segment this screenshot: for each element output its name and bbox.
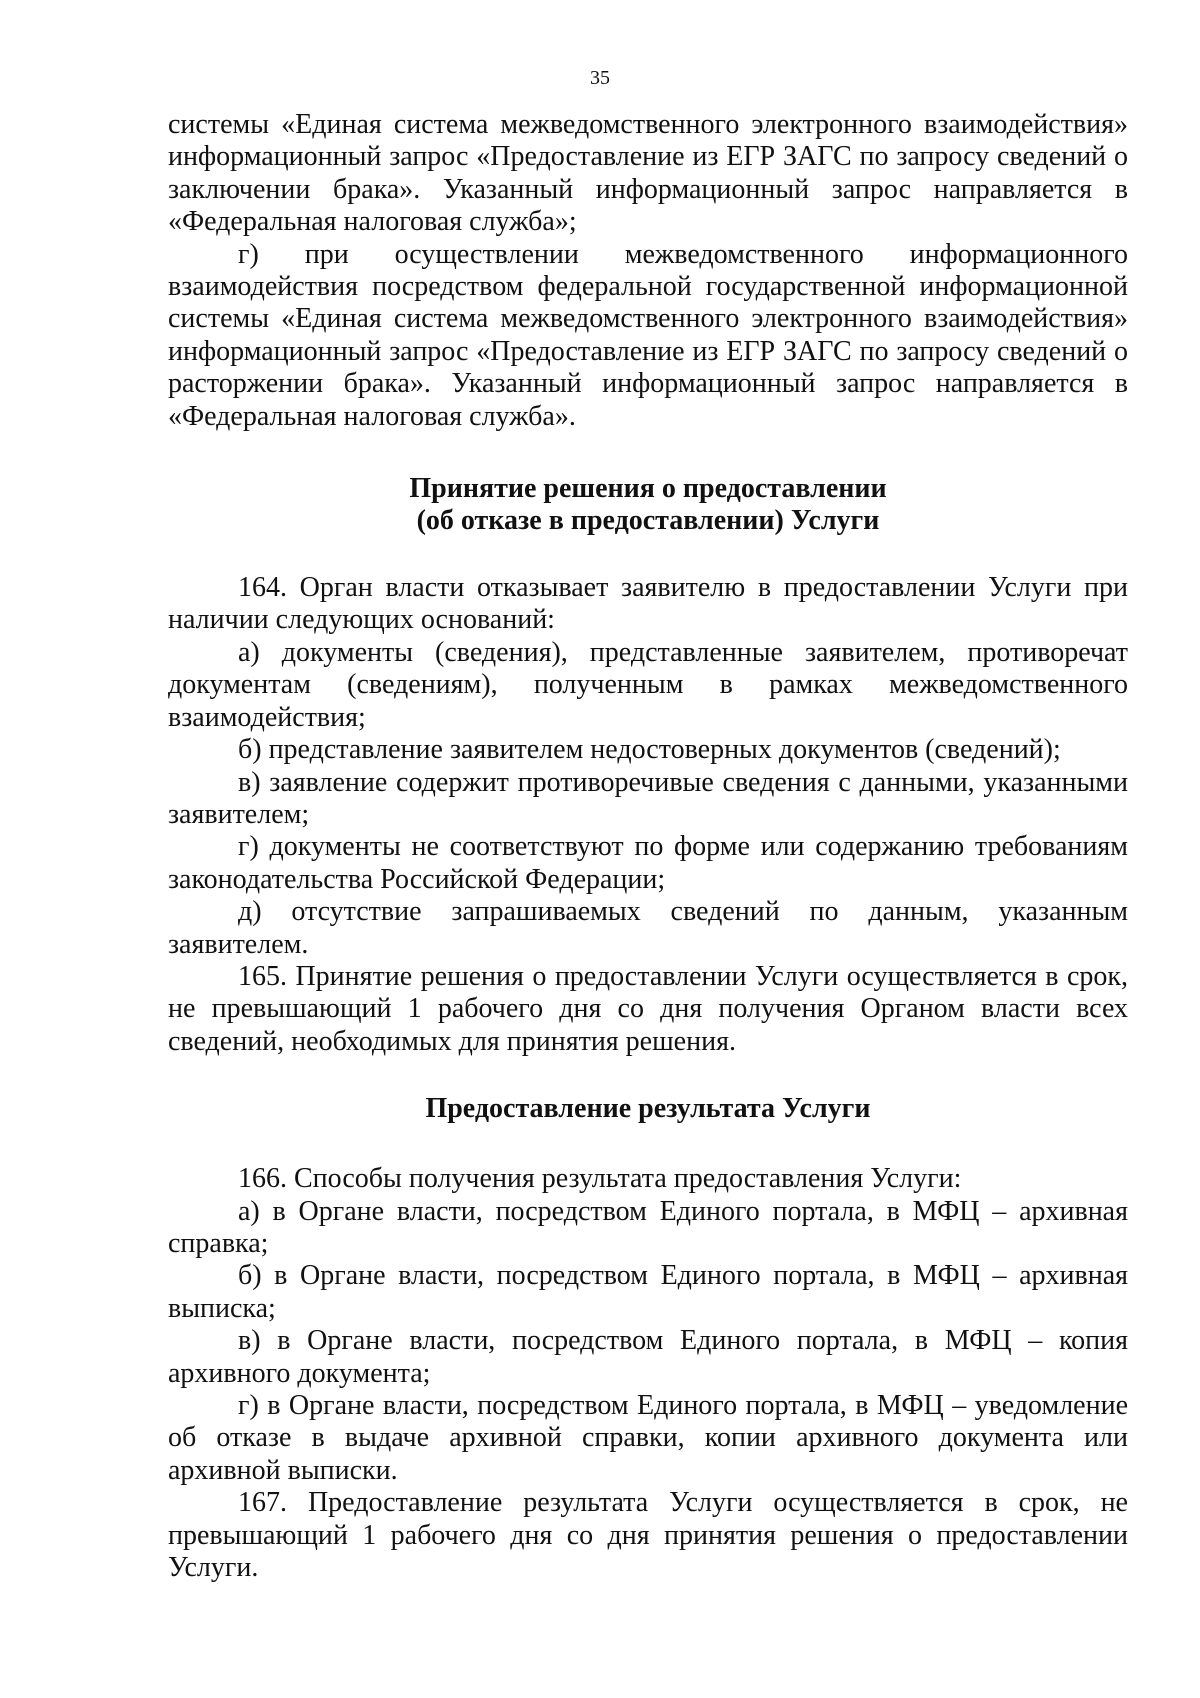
section-heading-result: Предоставление результата Услуги	[425, 1093, 871, 1125]
paragraph-164-a: а) документы (сведения), представленные заявителем, противоречат документам (сведениям), полученным в рамках межведомственного взаимодействия;	[168, 636, 1128, 733]
paragraph-167: 167. Предоставление результата Услуги осуществляется в срок, не превышающий 1 рабочего дня со дня принятия решения о предоставлении Услуги.	[168, 1487, 1128, 1584]
paragraph-164-d: д) отсутствие запрашиваемых сведений по данным, указанным заявителем.	[168, 896, 1128, 960]
document-body	[168, 109, 1128, 1584]
paragraph-intro-g: г) при осуществлении межведомственного информационного взаимодействия посредством федеральной государственной информационной системы «Единая система межведомственного электронного взаимодействия» информационный запрос «Предоставление из ЕГР ЗАГС по запросу сведений о расторжении брака». Указанный информационный запрос направляется в «Федеральная налоговая служба».	[168, 238, 1128, 432]
paragraph-165: 165. Принятие решения о предоставлении Услуги осуществляется в срок, не превышающий 1 рабочего дня со дня получения Органом власти всех сведений, необходимых для принятия решения.	[168, 960, 1128, 1057]
paragraph-164-g: г) документы не соответствуют по форме или содержанию требованиям законодательства Российской Федерации;	[168, 831, 1128, 895]
paragraph-166-v: в) в Органе власти, посредством Единого портала, в МФЦ – копия архивного документа;	[168, 1325, 1128, 1389]
paragraph-164-b: б) представление заявителем недостоверных документов (сведений);	[238, 734, 1061, 766]
paragraph-166: 166. Способы получения результата предоставления Услуги:	[238, 1163, 962, 1195]
paragraph-intro-1: системы «Единая система межведомственного электронного взаимодействия» информационный запрос «Предоставление из ЕГР ЗАГС по запросу сведений о заключении брака». Указанный информационный запрос направляется в «Федеральная налоговая служба»;	[168, 109, 1128, 238]
paragraph-166-b: б) в Органе власти, посредством Единого портала, в МФЦ – архивная выписка;	[168, 1260, 1128, 1324]
paragraph-164-v: в) заявление содержит противоречивые сведения с данными, указанными заявителем;	[168, 766, 1128, 830]
section-heading-decision	[168, 473, 1128, 537]
paragraph-166-g: г) в Органе власти, посредством Единого портала, в МФЦ – уведомление об отказе в выдаче архивной справки, копии архивного документа или архивной выписки.	[168, 1390, 1128, 1486]
page-number: 35	[590, 67, 610, 89]
paragraph-166-a: а) в Органе власти, посредством Единого портала, в МФЦ – архивная справка;	[168, 1195, 1128, 1259]
section-heading-decision-line2: (об отказе в предоставлении) Услуги	[416, 505, 880, 537]
paragraph-164: 164. Орган власти отказывает заявителю в предоставлении Услуги при наличии следующих оснований:	[168, 572, 1128, 636]
section-heading-decision-line1: Принятие решения о предоставлении	[409, 473, 887, 505]
